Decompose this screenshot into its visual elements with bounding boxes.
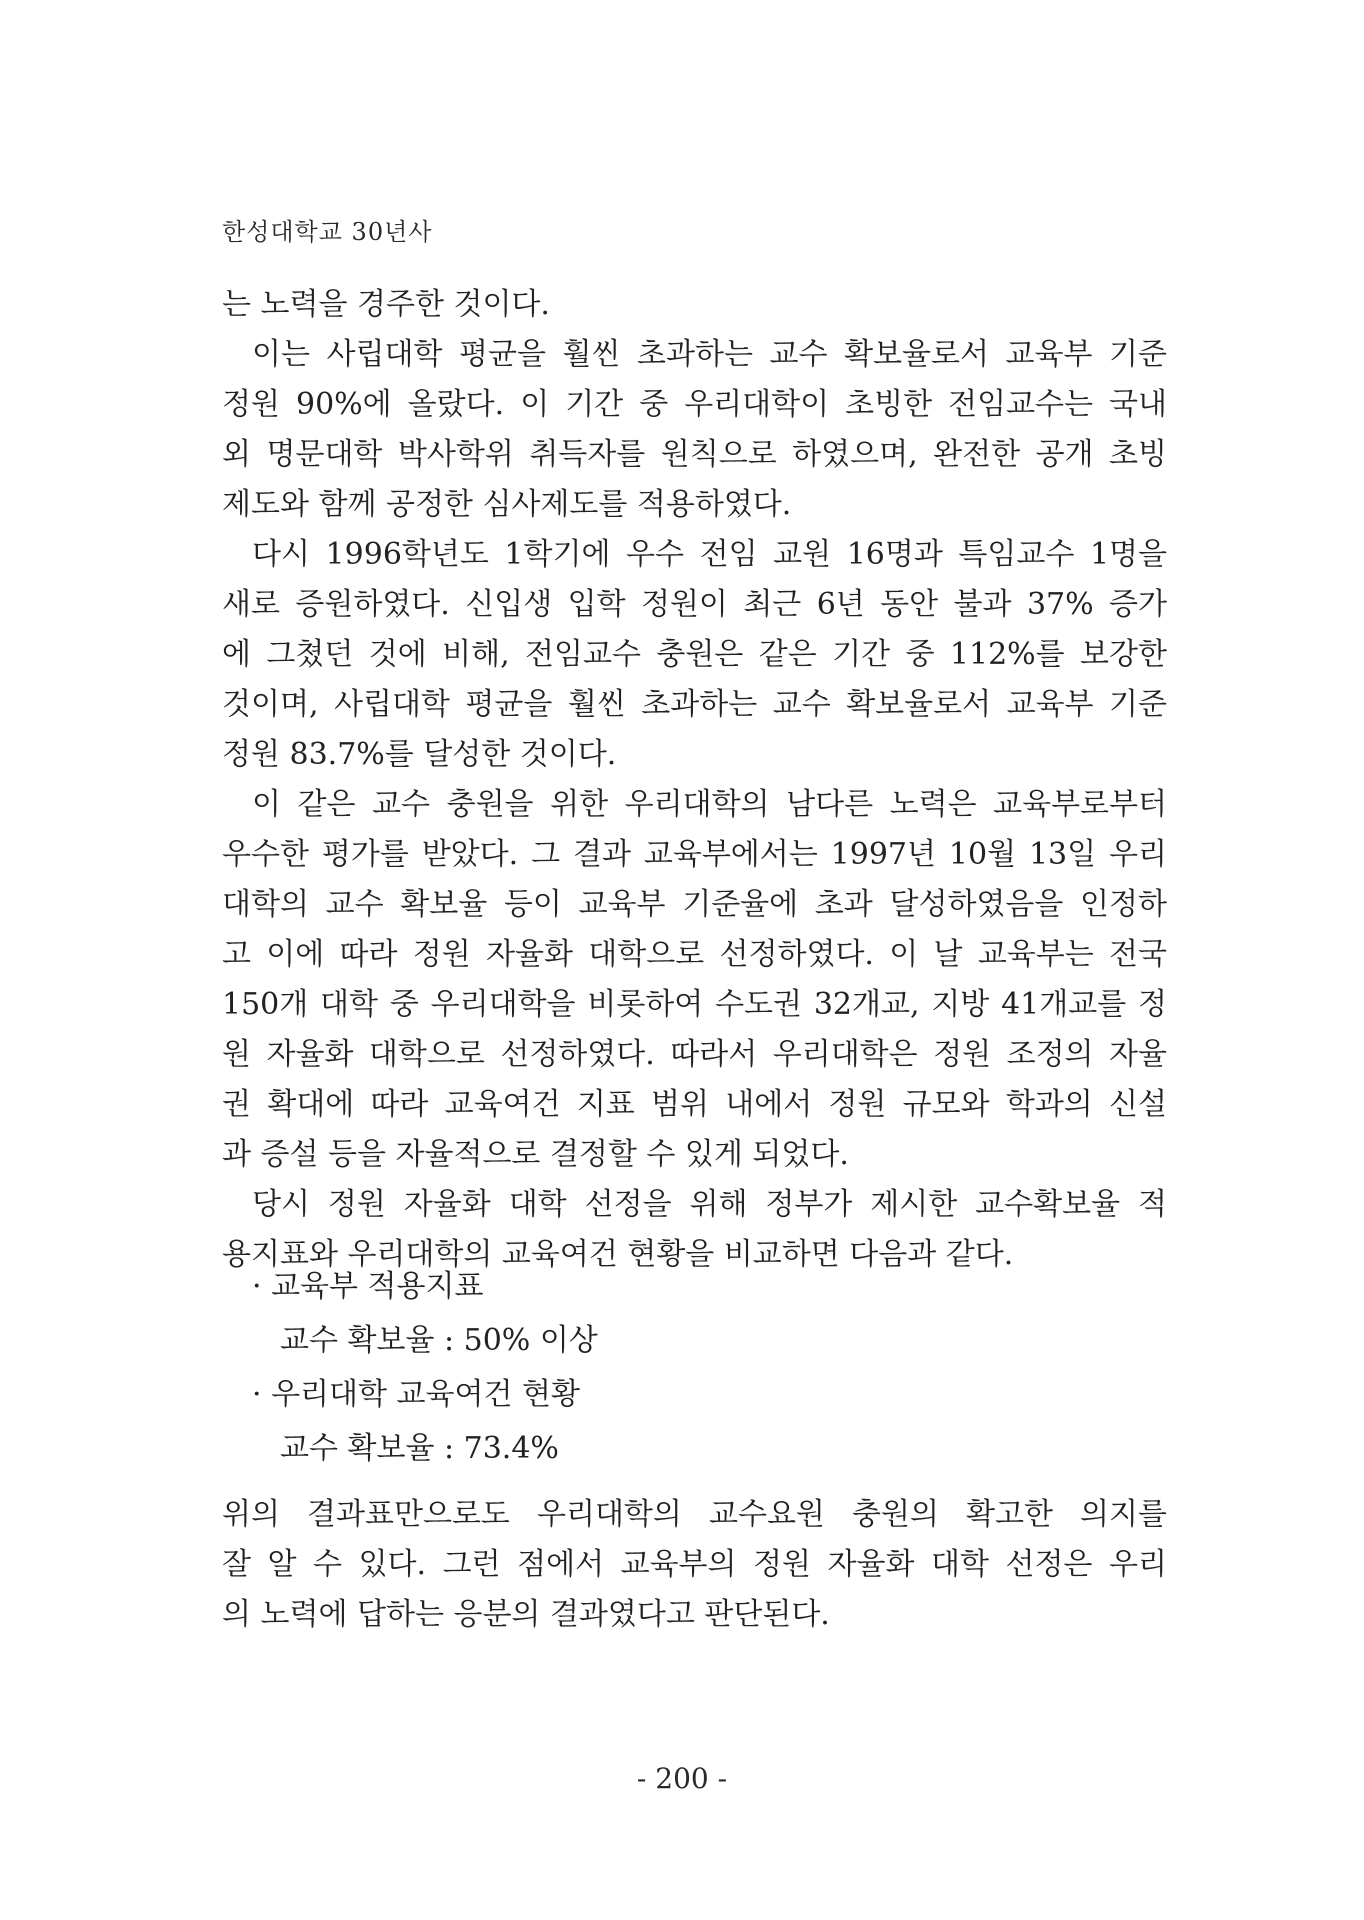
text-line: 권 확대에 따라 교육여건 지표 범위 내에서 정원 규모와 학과의 신설	[222, 1087, 1167, 1122]
text-line: 150개 대학 중 우리대학을 비롯하여 수도권 32개교, 지방 41개교를 정	[222, 987, 1167, 1022]
university-heading: · 우리대학 교육여건 현황	[252, 1377, 580, 1412]
university-value: 교수 확보율 : 73.4%	[280, 1431, 559, 1466]
conclusion-text	[222, 1490, 1167, 1640]
text-line: 는 노력을 경주한 것이다.	[222, 287, 550, 322]
comparison-list	[252, 1260, 598, 1476]
text-line: 외 명문대학 박사학위 취득자를 원칙으로 하였으며, 완전한 공개 초빙	[222, 437, 1167, 472]
text-line: 대학의 교수 확보율 등이 교육부 기준율에 초과 달성하였음을 인정하	[222, 887, 1167, 922]
running-header: 한성대학교 30년사	[222, 218, 433, 246]
text-line: 에 그쳤던 것에 비해, 전임교수 충원은 같은 기간 중 112%를 보강한	[222, 637, 1167, 672]
text-line: 제도와 함께 공정한 심사제도를 적용하였다.	[222, 487, 792, 522]
text-line: 정원 83.7%를 달성한 것이다.	[222, 737, 617, 772]
page-number: - 200 -	[636, 1762, 728, 1795]
text-line: 고 이에 따라 정원 자율화 대학으로 선정하였다. 이 날 교육부는 전국	[222, 937, 1167, 972]
ministry-heading: · 교육부 적용지표	[252, 1269, 484, 1304]
text-line: 위의 결과표만으로도 우리대학의 교수요원 충원의 확고한 의지를	[222, 1497, 1167, 1532]
ministry-value: 교수 확보율 : 50% 이상	[280, 1323, 598, 1358]
text-line: 용지표와 우리대학의 교육여건 현황을 비교하면 다음과 같다.	[222, 1237, 1014, 1272]
text-line: 이 같은 교수 충원을 위한 우리대학의 남다른 노력은 교육부로부터	[252, 787, 1167, 822]
text-line: 원 자율화 대학으로 선정하였다. 따라서 우리대학은 정원 조정의 자율	[222, 1037, 1167, 1072]
text-line: 과 증설 등을 자율적으로 결정할 수 있게 되었다.	[222, 1137, 849, 1172]
text-line: 정원 90%에 올랐다. 이 기간 중 우리대학이 초빙한 전임교수는 국내	[222, 387, 1167, 422]
text-line: 당시 정원 자율화 대학 선정을 위해 정부가 제시한 교수확보율 적	[252, 1187, 1167, 1222]
text-line: 새로 증원하였다. 신입생 입학 정원이 최근 6년 동안 불과 37% 증가	[222, 587, 1167, 622]
text-line: 우수한 평가를 받았다. 그 결과 교육부에서는 1997년 10월 13일 우리	[222, 837, 1167, 872]
body-text	[222, 280, 1167, 1280]
text-line: 것이며, 사립대학 평균을 훨씬 초과하는 교수 확보율로서 교육부 기준	[222, 687, 1167, 722]
text-line: 이는 사립대학 평균을 훨씬 초과하는 교수 확보율로서 교육부 기준	[252, 337, 1167, 372]
text-line: 잘 알 수 있다. 그런 점에서 교육부의 정원 자율화 대학 선정은 우리	[222, 1547, 1167, 1582]
text-line: 의 노력에 답하는 응분의 결과였다고 판단된다.	[222, 1597, 830, 1632]
text-line: 다시 1996학년도 1학기에 우수 전임 교원 16명과 특임교수 1명을	[252, 537, 1167, 572]
